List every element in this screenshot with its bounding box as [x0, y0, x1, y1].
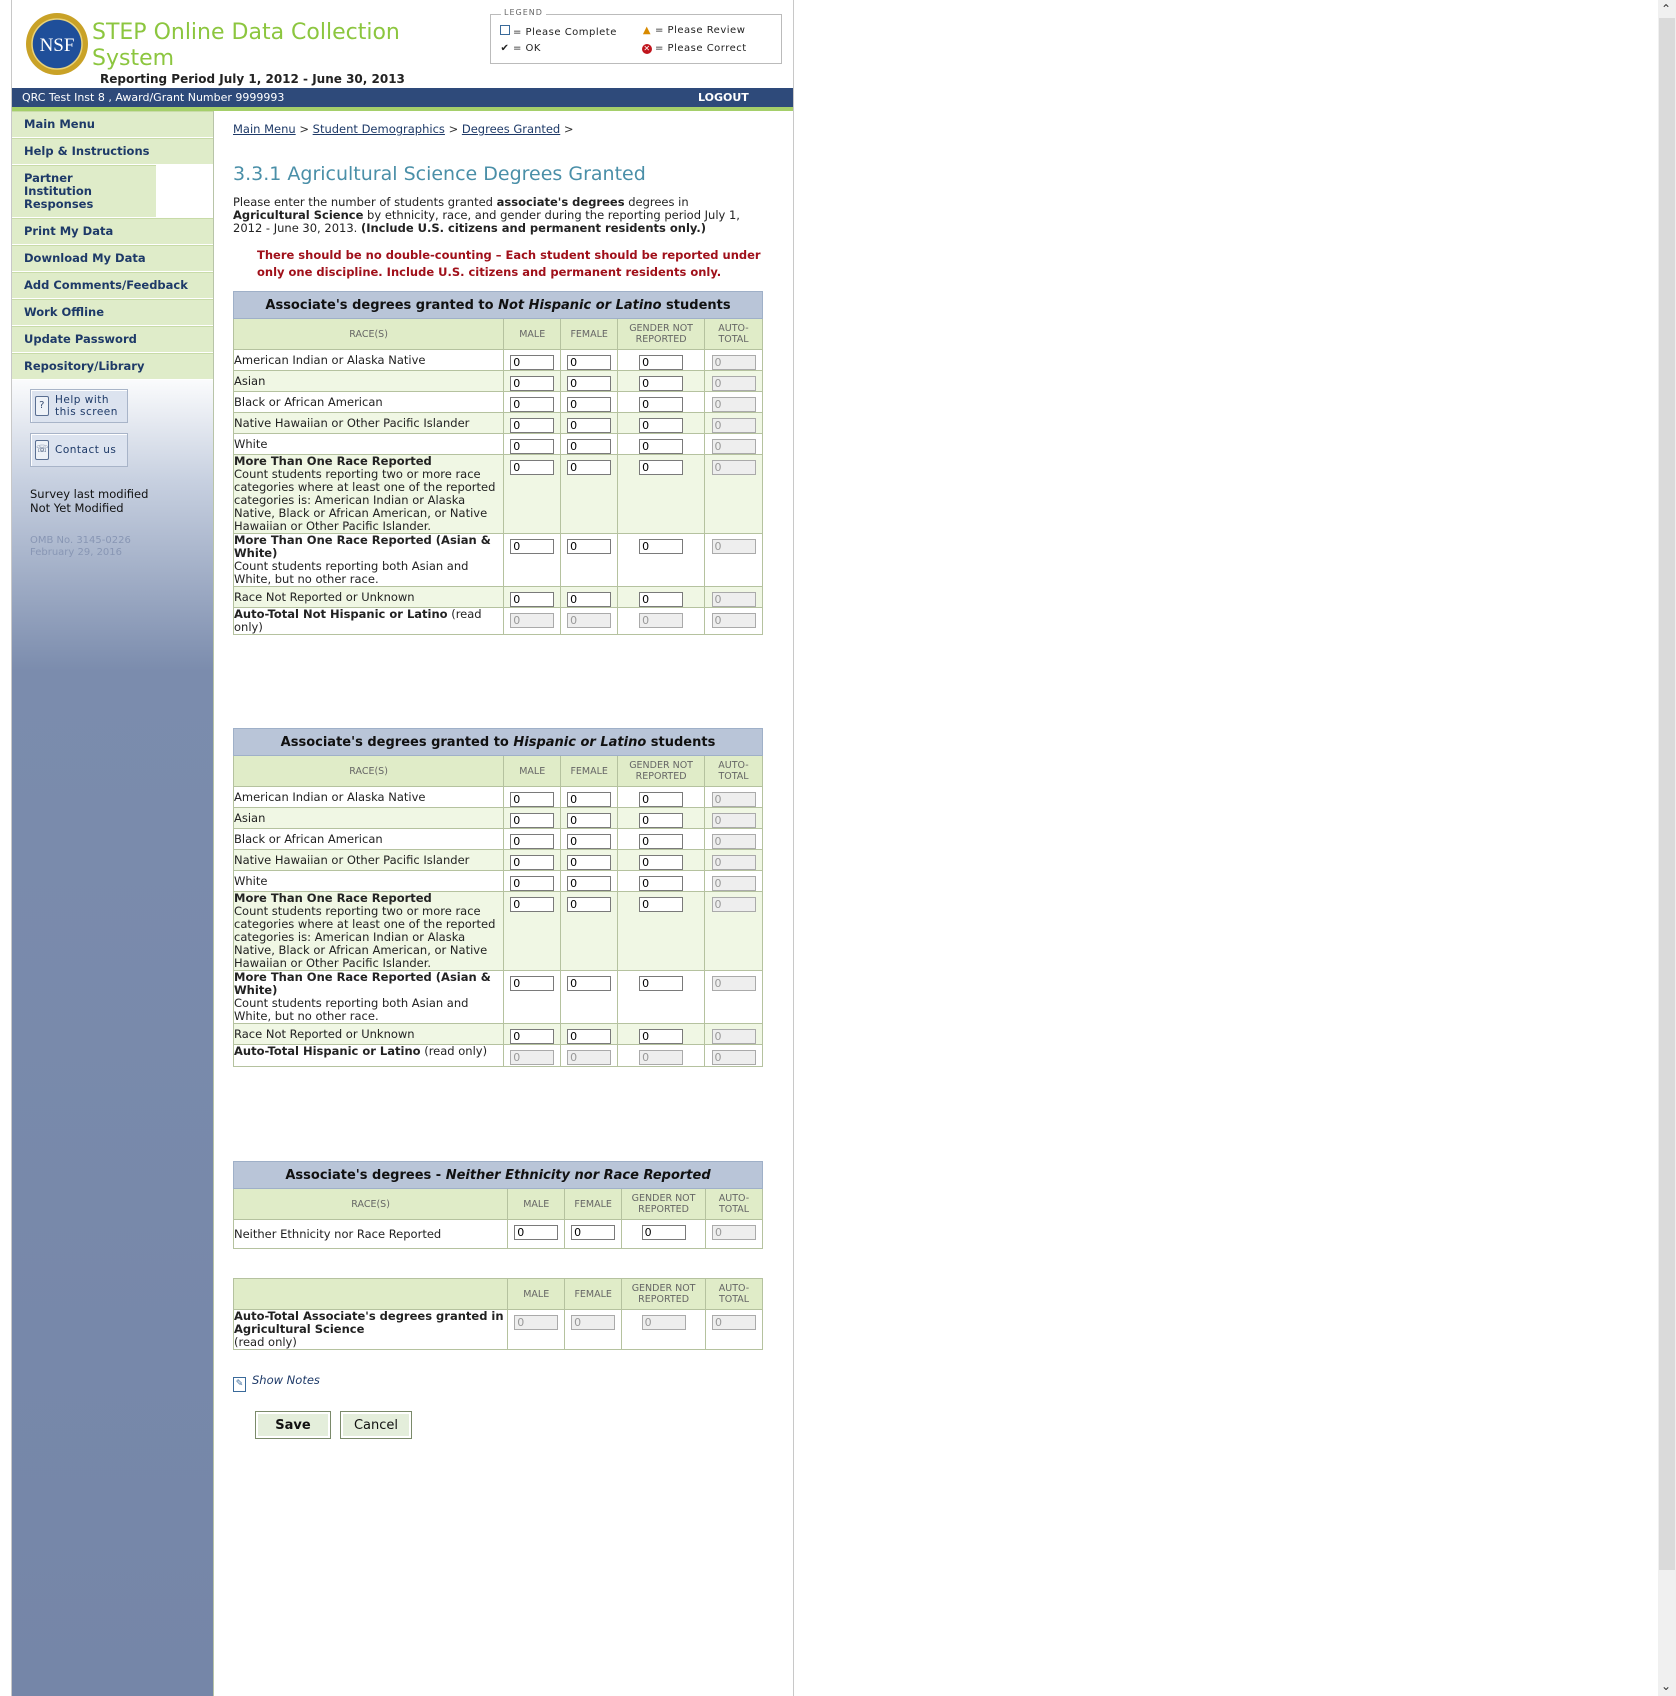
female-input[interactable] — [567, 439, 611, 454]
male-input[interactable] — [510, 439, 554, 454]
gender-not-reported-input — [639, 613, 683, 628]
gender-not-reported-input[interactable] — [639, 376, 683, 391]
error-x-icon: ✕ — [643, 44, 651, 53]
table-neither — [233, 1161, 763, 1249]
female-input[interactable] — [567, 418, 611, 433]
table-row — [234, 434, 763, 455]
auto-total-field — [712, 539, 756, 554]
table-row — [234, 850, 763, 871]
sidebar-item-update-password[interactable]: Update Password — [12, 326, 213, 353]
table-hispanic — [233, 728, 763, 1067]
table-row — [234, 892, 763, 971]
app-title: STEP Online Data Collection System — [92, 20, 400, 71]
male-input[interactable] — [510, 813, 554, 828]
female-input[interactable] — [567, 897, 611, 912]
race-label: Auto-Total Not Hispanic or Latino (read only) — [234, 608, 504, 635]
male-input[interactable] — [510, 376, 554, 391]
female-input[interactable] — [567, 976, 611, 991]
institution-info: QRC Test Inst 8 , Award/Grant Number 9999993 — [22, 91, 285, 104]
survey-status: Survey last modified Not Yet Modified — [30, 487, 149, 515]
auto-total-field — [712, 460, 756, 475]
male-input[interactable] — [510, 539, 554, 554]
col-male: MALE — [504, 319, 561, 350]
col-auto-total: AUTO-TOTAL — [705, 756, 763, 787]
col-race: RACE(S) — [234, 319, 504, 350]
gender-not-reported-input[interactable] — [639, 418, 683, 433]
male-input[interactable] — [510, 355, 554, 370]
female-input[interactable] — [567, 397, 611, 412]
male-input[interactable] — [510, 897, 554, 912]
male-input[interactable] — [510, 855, 554, 870]
auto-total-field — [712, 813, 756, 828]
table-row — [234, 413, 763, 434]
auto-total-field — [712, 355, 756, 370]
empty-checkbox-icon — [499, 25, 511, 38]
race-label: Black or African American — [234, 392, 504, 413]
table-row — [234, 371, 763, 392]
header — [12, 0, 793, 88]
sidebar-item-main-menu[interactable]: Main Menu — [12, 111, 213, 138]
vertical-scrollbar[interactable] — [1658, 0, 1676, 1696]
male-input[interactable] — [510, 976, 554, 991]
gender-not-reported-input[interactable] — [639, 976, 683, 991]
col-female: FEMALE — [565, 1189, 622, 1220]
table-row — [234, 1220, 763, 1249]
sidebar-item-comments-feedback[interactable]: Add Comments/Feedback — [12, 272, 213, 299]
table-row — [234, 534, 763, 587]
nsf-logo — [25, 12, 89, 76]
gender-not-reported-input[interactable] — [639, 876, 683, 891]
col-male: MALE — [508, 1279, 565, 1310]
race-label: Race Not Reported or Unknown — [234, 1024, 504, 1045]
race-label: Race Not Reported or Unknown — [234, 587, 504, 608]
male-input[interactable] — [510, 834, 554, 849]
female-input[interactable] — [567, 592, 611, 607]
notes-edit-icon: ✎ — [233, 1377, 246, 1392]
total-auto-total-field — [712, 1315, 756, 1330]
total-male-field — [514, 1315, 558, 1330]
auto-total-field — [712, 834, 756, 849]
intro-text: Please enter the number of students granted associate's degrees degrees in Agricultural Science by ethnicity, race, and gender during the reporting period July 1, 2012 - June 30, 2013. (Include U.S. citizens and permanent residents only.) — [233, 195, 740, 235]
race-label: More Than One Race Reported (Asian & White) Count students reporting both Asian and White, but no other race. — [234, 534, 504, 587]
col-auto-total: AUTO-TOTAL — [706, 1189, 763, 1220]
cancel-button[interactable]: Cancel — [340, 1411, 412, 1439]
auto-total-field — [712, 418, 756, 433]
col-gender-not-reported: GENDER NOT REPORTED — [622, 1279, 706, 1310]
sidebar-item-print-data[interactable]: Print My Data — [12, 218, 213, 245]
female-input[interactable] — [567, 1029, 611, 1044]
gender-not-reported-input[interactable] — [639, 855, 683, 870]
male-input[interactable] — [510, 792, 554, 807]
male-input[interactable] — [514, 1225, 558, 1240]
gender-not-reported-input[interactable] — [639, 439, 683, 454]
col-auto-total: AUTO-TOTAL — [706, 1279, 763, 1310]
auto-total-field — [712, 897, 756, 912]
col-auto-total: AUTO-TOTAL — [705, 319, 763, 350]
gender-not-reported-input[interactable] — [639, 592, 683, 607]
table-row — [234, 455, 763, 534]
col-race: RACE(S) — [234, 1189, 508, 1220]
auto-total-field — [712, 613, 756, 628]
male-input[interactable] — [510, 876, 554, 891]
race-label: More Than One Race Reported Count students reporting two or more race categories where at least one of the reported categories is: American Indian or Alaska Native, Black or African American, or Native Hawaiian or Other Pacific Islander. — [234, 892, 504, 971]
gender-not-reported-input[interactable] — [639, 355, 683, 370]
gender-not-reported-input[interactable] — [639, 397, 683, 412]
gender-not-reported-input[interactable] — [639, 792, 683, 807]
race-label: Neither Ethnicity nor Race Reported — [234, 1220, 508, 1249]
auto-total-field — [712, 976, 756, 991]
col-gender-not-reported: GENDER NOT REPORTED — [618, 319, 705, 350]
gender-not-reported-input — [639, 1050, 683, 1065]
table-grand-total — [233, 1278, 763, 1350]
race-label: White — [234, 434, 504, 455]
female-input[interactable] — [567, 355, 611, 370]
legend-title: LEGEND — [501, 8, 546, 17]
scroll-up-arrow-icon[interactable]: ⌃ — [1661, 2, 1672, 16]
table-row — [234, 587, 763, 608]
table-row — [234, 392, 763, 413]
race-label: American Indian or Alaska Native — [234, 350, 504, 371]
col-race: RACE(S) — [234, 756, 504, 787]
sidebar — [12, 111, 214, 1696]
table-row — [234, 808, 763, 829]
omb-number: OMB No. 3145-0226 February 29, 2016 — [30, 535, 131, 558]
table-row — [234, 1310, 763, 1350]
male-input[interactable] — [510, 418, 554, 433]
legend — [490, 8, 782, 64]
col-female: FEMALE — [561, 756, 618, 787]
female-input[interactable] — [571, 1225, 615, 1240]
gender-not-reported-input[interactable] — [639, 897, 683, 912]
table-not-hispanic — [233, 291, 763, 635]
total-female-field — [571, 1315, 615, 1330]
col-gender-not-reported: GENDER NOT REPORTED — [622, 1189, 706, 1220]
race-label: Black or African American — [234, 829, 504, 850]
reporting-period: Reporting Period July 1, 2012 - June 30, 2013 — [100, 72, 405, 86]
race-label: Asian — [234, 371, 504, 392]
gender-not-reported-input[interactable] — [642, 1225, 686, 1240]
auto-total-field — [712, 397, 756, 412]
female-input[interactable] — [567, 539, 611, 554]
female-input[interactable] — [567, 460, 611, 475]
race-label: More Than One Race Reported Count students reporting two or more race categories where at least one of the reported categories is: American Indian or Alaska Native, Black or African American, or Native Hawaiian or Other Pacific Islander. — [234, 455, 504, 534]
legend-please-complete: = Please Complete — [499, 25, 617, 38]
male-input[interactable] — [510, 592, 554, 607]
contact-us-button[interactable]: ☏ Contact us — [30, 433, 128, 467]
breadcrumb-student-demographics[interactable]: Student Demographics — [312, 122, 445, 136]
auto-total-field — [712, 876, 756, 891]
col-race — [234, 1279, 508, 1310]
col-male: MALE — [508, 1189, 565, 1220]
table-row — [234, 608, 763, 635]
male-input — [510, 1050, 554, 1065]
auto-total-field — [712, 592, 756, 607]
female-input — [567, 1050, 611, 1065]
table-row — [234, 871, 763, 892]
auto-total-field — [712, 439, 756, 454]
show-notes-link[interactable]: ✎ Show Notes — [233, 1373, 320, 1392]
col-female: FEMALE — [565, 1279, 622, 1310]
female-input[interactable] — [567, 792, 611, 807]
male-input[interactable] — [510, 397, 554, 412]
sidebar-item-partner-responses[interactable]: Partner Institution Responses — [12, 165, 156, 218]
col-female: FEMALE — [561, 319, 618, 350]
table-row — [234, 787, 763, 808]
legend-please-review: ▲ = Please Review — [642, 25, 746, 36]
auto-total-field — [712, 792, 756, 807]
breadcrumb-main-menu[interactable]: Main Menu — [233, 122, 296, 136]
logout-link[interactable]: LOGOUT — [698, 91, 749, 104]
section-heading: Associate's degrees - Neither Ethnicity nor Race Reported — [234, 1162, 763, 1189]
auto-total-field — [712, 855, 756, 870]
table-row — [234, 971, 763, 1024]
table-row — [234, 1024, 763, 1045]
female-input[interactable] — [567, 834, 611, 849]
help-question-icon: ? — [35, 396, 49, 416]
sidebar-item-work-offline[interactable]: Work Offline — [12, 299, 213, 326]
table-row — [234, 1045, 763, 1067]
scroll-down-arrow-icon[interactable]: ⌄ — [1661, 1679, 1672, 1693]
race-label: Auto-Total Hispanic or Latino (read only) — [234, 1045, 504, 1067]
gender-not-reported-input[interactable] — [639, 539, 683, 554]
male-input[interactable] — [510, 1029, 554, 1044]
checkmark-icon: ✔ — [500, 43, 510, 54]
gender-not-reported-input[interactable] — [639, 1029, 683, 1044]
legend-ok: ✔ = OK — [500, 43, 541, 54]
race-label: Native Hawaiian or Other Pacific Islander — [234, 850, 504, 871]
logo-text: NSF — [39, 35, 75, 56]
save-button[interactable]: Save — [255, 1411, 331, 1439]
breadcrumb: Main Menu > Student Demographics > Degrees Granted > — [233, 122, 574, 136]
female-input — [567, 613, 611, 628]
gender-not-reported-input[interactable] — [639, 460, 683, 475]
race-label: Native Hawaiian or Other Pacific Islander — [234, 413, 504, 434]
sidebar-item-repository-library[interactable]: Repository/Library — [12, 353, 213, 380]
scrollbar-thumb[interactable] — [1659, 18, 1675, 1570]
female-input[interactable] — [567, 376, 611, 391]
table-row — [234, 350, 763, 371]
legend-please-correct: ✕ = Please Correct — [641, 43, 747, 54]
warning-triangle-icon: ▲ — [642, 25, 652, 36]
sidebar-item-help-instructions[interactable]: Help & Instructions — [12, 138, 213, 165]
race-label: White — [234, 871, 504, 892]
race-label: More Than One Race Reported (Asian & White) Count students reporting both Asian and White, but no other race. — [234, 971, 504, 1024]
top-bar — [12, 88, 793, 107]
help-with-screen-button[interactable]: ? Help with this screen — [30, 389, 128, 423]
double-counting-warning: There should be no double-counting – Each student should be reported under only one discipline. Include U.S. citizens and permanent residents only. — [257, 248, 761, 279]
page-title: 3.3.1 Agricultural Science Degrees Granted — [233, 163, 646, 185]
col-gender-not-reported: GENDER NOT REPORTED — [618, 756, 705, 787]
section-heading: Associate's degrees granted to Not Hispanic or Latino students — [234, 292, 763, 319]
auto-total-field — [712, 1029, 756, 1044]
gender-not-reported-input[interactable] — [639, 834, 683, 849]
female-input[interactable] — [567, 813, 611, 828]
col-male: MALE — [504, 756, 561, 787]
auto-total-field — [712, 1225, 756, 1240]
female-input[interactable] — [567, 855, 611, 870]
auto-total-field — [712, 1050, 756, 1065]
phone-icon: ☏ — [35, 440, 49, 460]
male-input[interactable] — [510, 460, 554, 475]
total-gender-not-reported-field — [642, 1315, 686, 1330]
race-label: American Indian or Alaska Native — [234, 787, 504, 808]
breadcrumb-degrees-granted[interactable]: Degrees Granted — [461, 122, 561, 136]
gender-not-reported-input[interactable] — [639, 813, 683, 828]
auto-total-field — [712, 376, 756, 391]
section-heading: Associate's degrees granted to Hispanic or Latino students — [234, 729, 763, 756]
table-row — [234, 829, 763, 850]
male-input — [510, 613, 554, 628]
sidebar-item-download-data[interactable]: Download My Data — [12, 245, 213, 272]
page-frame — [11, 0, 794, 1696]
race-label: Asian — [234, 808, 504, 829]
grand-total-label: Auto-Total Associate's degrees granted in Agricultural Science (read only) — [234, 1310, 508, 1350]
female-input[interactable] — [567, 876, 611, 891]
